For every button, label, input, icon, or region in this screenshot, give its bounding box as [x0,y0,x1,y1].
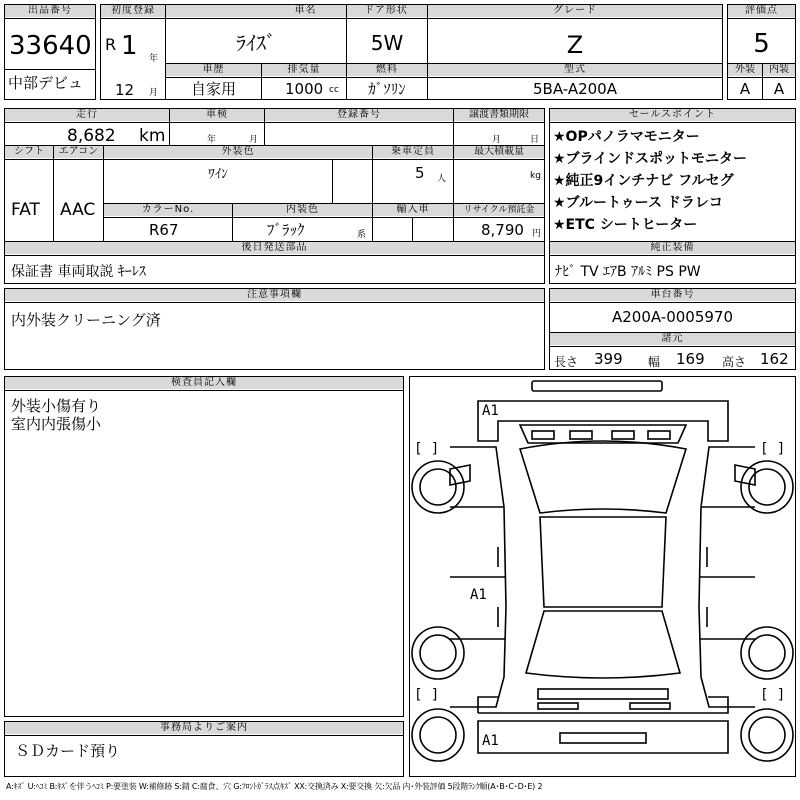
bracket-front-right: [ ] [760,441,786,457]
width-value: 169 [676,350,705,368]
color-no-label: カラーNo. [104,204,232,216]
int-color-unit: 系 [357,230,367,240]
header-main [100,4,723,100]
ext-value: A [739,80,751,98]
displacement-unit: cc [329,85,339,95]
bracket-front-left: [ ] [414,441,440,457]
name-label: 車名 [166,5,445,17]
mileage-unit: km [139,126,166,146]
damage-mark-side: A1 [470,587,487,603]
office-label: 事務局よりご案内 [5,722,403,734]
height-value: 162 [760,350,789,368]
damage-mark-front: A1 [482,403,499,419]
vehicle-detail [4,108,545,284]
chassis-value: A200A-0005970 [611,308,734,326]
length-value: 399 [594,350,623,368]
width-label: 幅 [648,355,661,369]
legend: A:ｷｽﾞ U:ﾍｺﾐ B:ｷｽﾞを伴うﾍｺﾐ P:要塗装 W:補修跡 S:錆 C:腐食、穴 G:ﾌﾛﾝﾄｶﾞﾗｽ点ｷｽﾞ XX:交換済み X:要交換 欠:欠品 内･外装評価 5段階ﾗﾝｸ順(A･B･C･D･E) 2 [6,782,543,791]
seats-label: 乗車定員 [373,146,453,158]
year-unit: 年 [149,54,159,64]
sales-item-4: ★ブルートゥース ドラレコ [553,195,723,211]
color-value: ﾜｲﾝ [208,167,228,182]
inspector-label: 検査員記入欄 [5,377,403,389]
inspection-label: 車検 [170,109,264,121]
seats-unit: 人 [437,174,447,184]
office-value: ＳＤカード預り [15,742,121,760]
inspection-month: 月 [249,135,259,145]
inspector-box [4,376,404,717]
plate-label: 登録番号 [265,109,453,121]
inspection-year: 年 [207,135,217,145]
inspector-line-2: 室内内張傷小 [11,415,102,433]
fuel-label: 燃料 [347,64,427,76]
int-color-label: 内装色 [233,204,372,216]
int-label: 内装 [763,64,795,76]
sales-item-3: ★純正9インチナビ フルセグ [553,173,734,189]
reg-year: 1 [121,31,138,61]
lot-number: 33640 [9,31,92,61]
import-label: 輸入車 [373,204,453,216]
length-label: 長さ [554,355,579,369]
model-value: 5BA-A200A [532,80,617,98]
transfer-month: 月 [492,135,502,145]
recycle-label: リサイクル預託金 [454,204,544,216]
grade-label: グレード [427,5,723,17]
int-value: A [773,80,785,98]
lot-label: 出品番号 [5,5,95,17]
door-label: ドア形状 [364,5,408,16]
color-no-value: R67 [149,221,179,239]
car-diagram-svg [410,377,795,776]
load-label: 最大積載量 [454,146,544,158]
office-box [4,721,404,777]
recycle-value: 8,790 [481,221,524,239]
equipment-label: 純正装備 [550,242,795,254]
ac-value: AAC [60,200,96,220]
displacement-value: 1000 [285,80,324,98]
reg-label: 初度登録 [101,5,165,17]
lot-box [4,4,96,100]
chassis-box [549,288,796,370]
score-label: 評価点 [728,5,795,17]
score-box [727,4,796,100]
load-unit: kg [530,171,541,181]
notes-value: 内外装クリーニング済 [11,311,161,329]
notes-label: 注意事項欄 [5,289,544,301]
height-label: 高さ [722,355,747,369]
bracket-rear-right: [ ] [760,687,786,703]
model-label: 型式 [428,64,722,76]
reg-month: 12 [115,81,135,99]
ac-label: エアコン [54,146,103,158]
grade-value: Z [566,31,584,59]
seats-value: 5 [415,164,425,182]
transfer-label: 譲渡書類期限 [454,109,544,121]
notes-box [4,288,545,370]
mileage-label: 走行 [5,109,169,121]
history-value: 自家用 [190,80,236,98]
history-label: 車歴 [166,64,261,76]
int-color-value: ﾌﾞﾗｯｸ [267,221,305,239]
specs-label: 諸元 [550,333,795,345]
damage-mark-rear: A1 [482,733,499,749]
displacement-label: 排気量 [262,64,346,76]
inspector-line-1: 外装小傷有り [11,397,102,415]
sales-label: セールスポイント [550,109,795,121]
sales-item-5: ★ETC シートヒーター [553,217,698,233]
later-parts-label: 後日発送部品 [5,242,544,254]
reg-era: R [105,35,117,54]
recycle-unit: 円 [532,229,542,239]
score-value: 5 [753,29,770,59]
later-parts-value: 保証書 車両取説 ｷｰﾚｽ [11,264,146,280]
damage-diagram [409,376,796,777]
shift-value: FAT [11,200,40,220]
month-unit: 月 [149,88,159,98]
color-label: 外装色 [104,146,372,158]
equipment-value: ﾅﾋﾞ TV ｴｱB ｱﾙﾐ PS PW [555,264,701,280]
chassis-label: 車台番号 [550,289,795,301]
fuel-value: ｶﾞｿﾘﾝ [368,80,406,98]
name-value: ﾗｲｽﾞ [236,31,276,55]
ext-label: 外装 [728,64,762,76]
transfer-day: 日 [530,135,540,145]
mileage-value: 8,682 [67,126,116,146]
bracket-rear-left: [ ] [414,687,440,703]
door-value: 5W [370,31,404,55]
sales-item-1: ★OPパノラマモニター [553,129,700,145]
sales-item-2: ★ブラインドスポットモニター [553,151,747,167]
lot-note: 中部デビュ [8,74,84,92]
shift-label: シフト [5,146,53,158]
sales-points [549,108,796,284]
